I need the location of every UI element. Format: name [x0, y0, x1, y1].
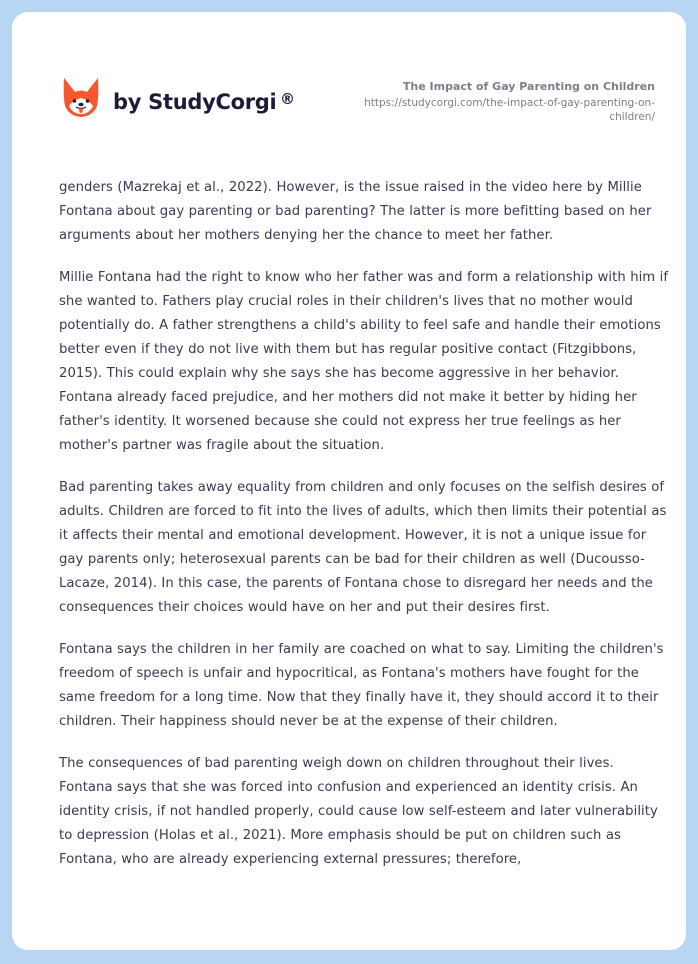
paragraph: Bad parenting takes away equality from children and only focuses on the selfish desires of adults. Children are forced to fit into the lives of adults, which then limits their potential as it affects their mental and emotional development. However, it is not a unique issue for gay parents only; heterosexual parents can be bad for their children as well (Ducousso-Lacaze, 2014). In this case, the parents of Fontana chose to disregard her needs and the consequences their choices would have on her and put their desires first.: [59, 480, 667, 615]
registered-mark: ®: [280, 90, 295, 108]
document-url[interactable]: https://studycorgi.com/the-impact-of-gay-parenting-on-children/: [364, 97, 655, 123]
document-title: The Impact of Gay Parenting on Children: [402, 80, 655, 93]
paragraph: Fontana says the children in her family are coached on what to say. Limiting the children's freedom of speech is unfair and hypocritical, as Fontana's mothers have fought for the same freedom for a long time. Now that they finally have it, they should accord it to their children. Their happiness should never be at the expense of their children.: [59, 642, 664, 729]
paragraph: genders (Mazrekaj et al., 2022). However, is the issue raised in the video here by Millie Fontana about gay parenting or bad parenting? The latter is more befitting based on her arguments about her mothers denying her the chance to meet her father.: [59, 180, 652, 243]
corgi-logo-icon: [61, 76, 101, 120]
document-meta: [325, 80, 655, 124]
paragraph: The consequences of bad parenting weigh down on children throughout their lives. Fontana says that she was forced into confusion and experienced an identity crisis. An identity crisis, if not handled properly, could cause low self-esteem and later vulnerability to depression (Holas et al., 2021). More emphasis should be put on children such as Fontana, who are already experiencing external pressures; therefore,: [59, 756, 658, 867]
document-page: [12, 12, 686, 950]
brand-name: by StudyCorgi: [113, 90, 277, 114]
studycorgi-logo[interactable]: [61, 76, 295, 120]
document-body: [59, 176, 669, 890]
paragraph: Millie Fontana had the right to know who her father was and form a relationship with him if she wanted to. Fathers play crucial roles in their children's lives that no mother would potentially do. A father strengthens a child's ability to feel safe and handle their emotions better even if they do not live with them but has regular positive contact (Fitzgibbons, 2015). This could explain why she says she has become aggressive in her behavior. Fontana already faced prejudice, and her mothers did not make it better by hiding her father's identity. It worsened because she could not express her true feelings as her mother's partner was fragile about the situation.: [59, 270, 669, 453]
